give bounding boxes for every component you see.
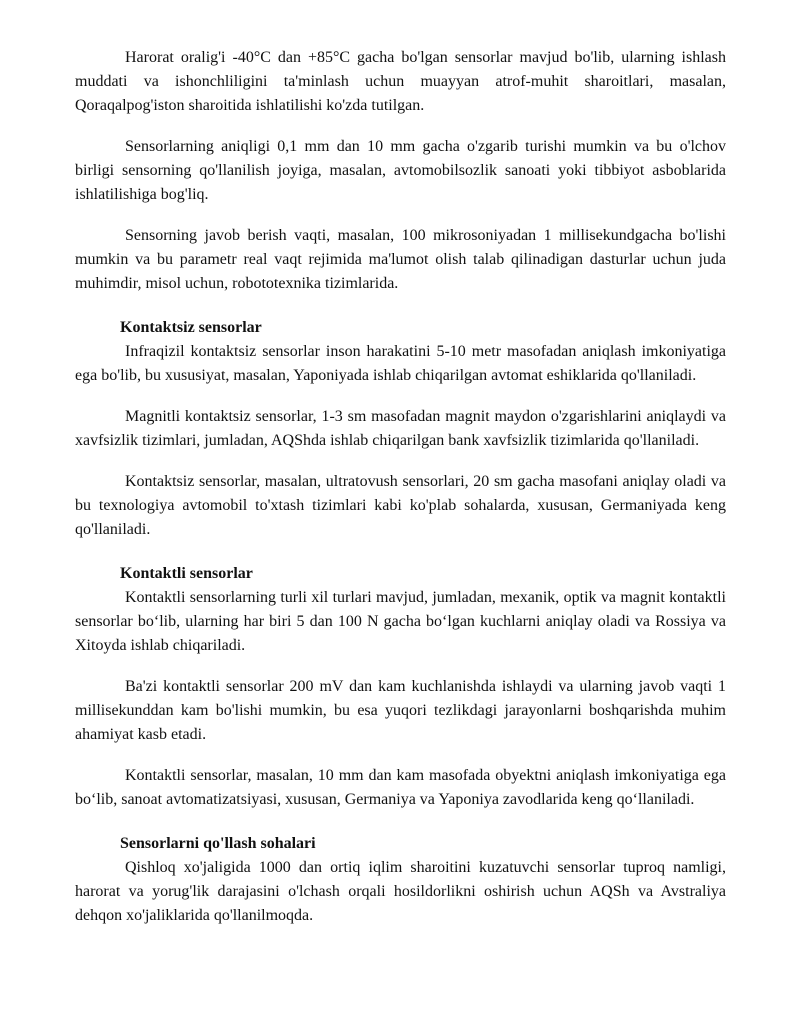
heading-sensor-applications: Sensorlarni qo'llash sohalari [120, 835, 316, 852]
paragraph-contact-sensor-types: Kontaktli sensorlarning turli xil turlari mavjud, jumladan, mexanik, optik va magnit kontaktli sensorlar bo‘lib, ularning har biri 5 dan 100 N gacha bo‘lgan kuchlarni aniqlay oladi va Rossiya va Xitoyda ishlab chiqariladi. [75, 589, 726, 654]
document-page [75, 46, 726, 928]
paragraph-temperature-range: Harorat oralig'i -40°C dan +85°C gacha bo'lgan sensorlar mavjud bo'lib, ularning ishlash muddati va ishonchliligini ta'minlash uchun muayyan atrof-muhit sharoitlari, masalan, Qoraqalpog'iston sharoitida ishlatilishi ko'zda tutilgan. [75, 49, 726, 114]
paragraph-ultrasonic-sensors: Kontaktsiz sensorlar, masalan, ultratovush sensorlari, 20 sm gacha masofani aniqlay oladi va bu texnologiya avtomobil to'xtash tizimlari kabi ko'plab sohalarda, xususan, Germaniyada keng qo'llaniladi. [75, 473, 726, 538]
paragraph-agriculture-sensors: Qishloq xo'jaligida 1000 dan ortiq iqlim sharoitini kuzatuvchi sensorlar tuproq namligi, harorat va yorug'lik darajasini o'lchash orqali hosildorlikni oshirish uchun AQSh va Avstraliya dehqon xo'jaliklarida qo'llanilmoqda. [75, 859, 726, 924]
paragraph-magnetic-sensors: Magnitli kontaktsiz sensorlar, 1-3 sm masofadan magnit maydon o'zgarishlarini aniqlaydi va xavfsizlik tizimlari, jumladan, AQShda ishlab chiqarilgan bank xavfsizlik tizimlarida qo'llaniladi. [75, 408, 726, 449]
paragraph-accuracy: Sensorlarning aniqligi 0,1 mm dan 10 mm gacha o'zgarib turishi mumkin va bu o'lchov birligi sensorning qo'llanilish joyiga, masalan, avtomobilsozlik sanoati yoki tibbiyot asboblarida ishlatilishiga bog'liq. [75, 138, 726, 203]
heading-contact-sensors: Kontaktli sensorlar [120, 565, 253, 582]
paragraph-contact-sensor-distance: Kontaktli sensorlar, masalan, 10 mm dan kam masofada obyektni aniqlash imkoniyatiga ega bo‘lib, sanoat avtomatizatsiyasi, xususan, Germaniya va Yaponiya zavodlarida keng qo‘llaniladi. [75, 767, 726, 808]
paragraph-infrared-sensors: Infraqizil kontaktsiz sensorlar inson harakatini 5-10 metr masofadan aniqlash imkoniyatiga ega bo'lib, bu xususiyat, masalan, Yaponiyada ishlab chiqarilgan avtomat eshiklarida qo'llaniladi. [75, 343, 726, 384]
paragraph-response-time: Sensorning javob berish vaqti, masalan, 100 mikrosoniyadan 1 millisekundgacha bo'lishi mumkin va bu parametr real vaqt rejimida ma'lumot olish talab qilinadigan dasturlar uchun juda muhimdir, misol uchun, robototexnika tizimlarida. [75, 227, 726, 292]
heading-contactless-sensors: Kontaktsiz sensorlar [120, 319, 262, 336]
paragraph-contact-sensor-voltage: Ba'zi kontaktli sensorlar 200 mV dan kam kuchlanishda ishlaydi va ularning javob vaqti 1 millisekunddan kam bo'lishi mumkin, bu esa yuqori tezlikdagi jarayonlarni boshqarishda muhim ahamiyat kasb etadi. [75, 678, 726, 743]
